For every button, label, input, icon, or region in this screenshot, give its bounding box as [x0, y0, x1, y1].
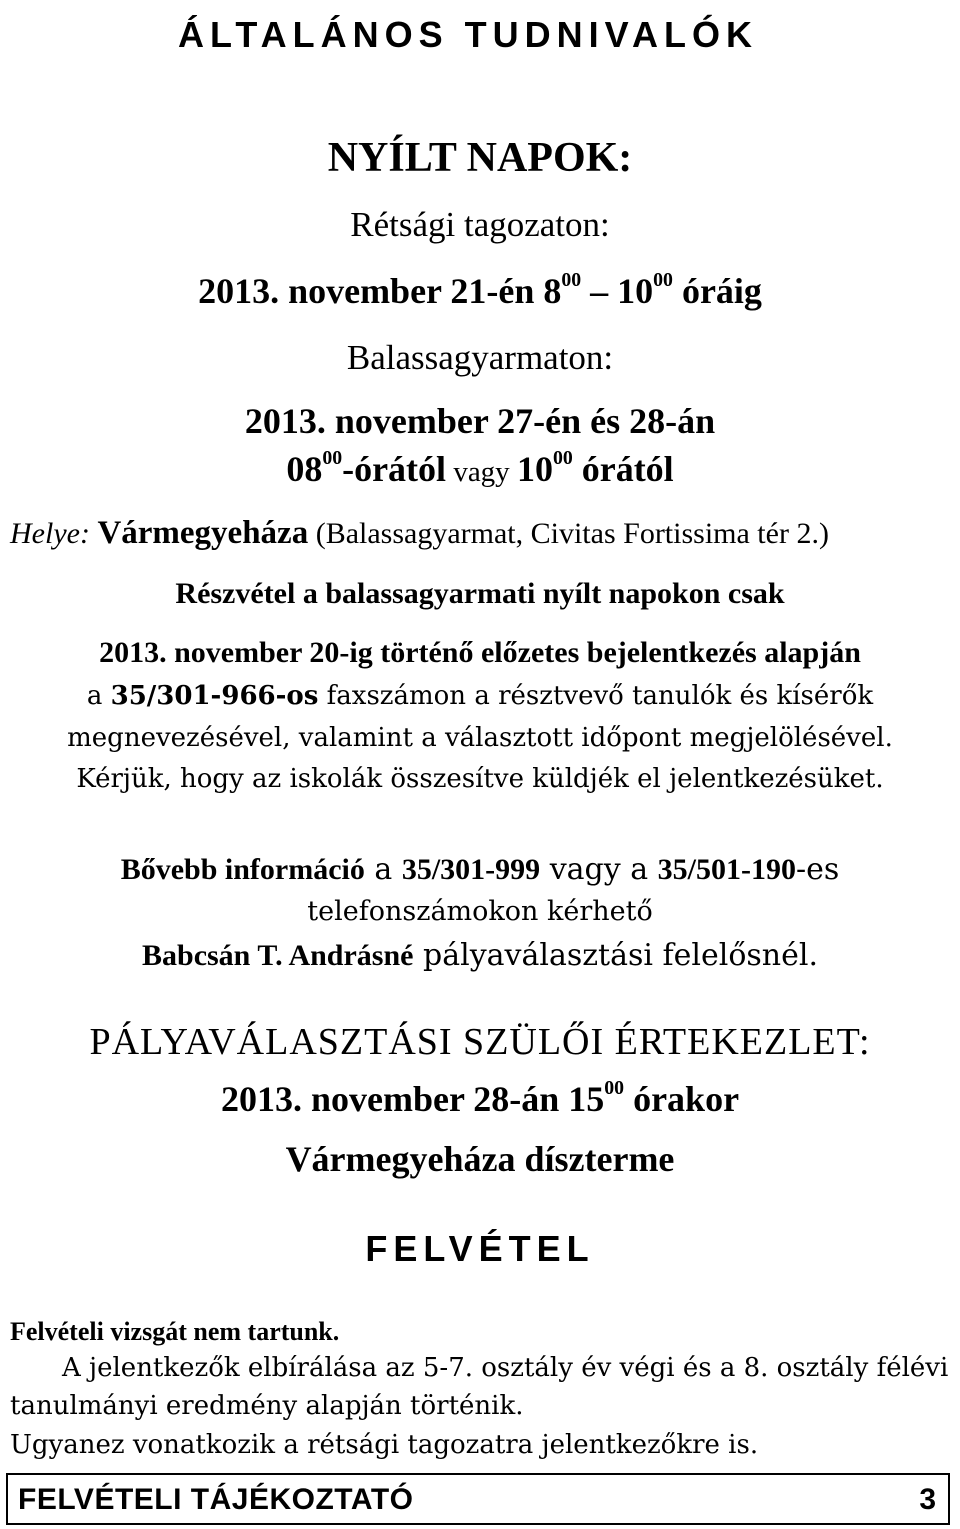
open-days-title: NYÍLT NAPOK:	[327, 135, 633, 181]
info-phone-note: telefonszámokon kérhető	[307, 896, 653, 927]
venue-label: Helye:	[10, 517, 90, 550]
retsag-start-minutes: 00	[561, 269, 582, 292]
info-text-3: -es	[795, 852, 840, 887]
time2: 10	[516, 449, 553, 489]
contact-role: pályaválasztási felelősnél.	[413, 938, 818, 973]
retsag-suffix: óráig	[672, 271, 762, 311]
info-label: Bővebb információ	[120, 853, 365, 886]
admission-title: FELVÉTEL	[365, 1228, 595, 1269]
no-exam-note: Felvételi vizsgát nem tartunk.	[10, 1317, 340, 1346]
section-heading: ÁLTALÁNOS TUDNIVALÓK	[178, 14, 758, 55]
retsag-date	[0, 270, 960, 312]
parents-meeting-title: PÁLYAVÁLASZTÁSI SZÜLŐI ÉRTEKEZLET:	[89, 1021, 871, 1063]
participation-note: Részvétel a balassagyarmati nyílt napokon csak	[175, 577, 785, 610]
info-text-2: vagy a	[540, 852, 658, 887]
info-text-1: a	[364, 852, 402, 887]
phone-2: 35/501-190	[657, 853, 796, 886]
fax-number: 35/301-966-os	[110, 681, 319, 711]
balassagyarmat-label: Balassagyarmaton:	[346, 338, 614, 377]
retsag-dash: – 10	[581, 271, 654, 311]
footer-bar	[6, 1473, 950, 1525]
parents-meeting-date	[0, 1078, 960, 1120]
venue-address: (Balassagyarmat, Civitas Fortissima tér 2.)	[315, 517, 829, 550]
fax-line	[0, 681, 960, 711]
evaluation-line-2: tanulmányi eredmény alapján történik.	[10, 1391, 524, 1421]
time-or: vagy	[446, 456, 517, 488]
parents-time-minutes: 00	[604, 1077, 625, 1100]
contact-name: Babcsán T. Andrásné	[142, 939, 414, 972]
balassagyarmat-date: 2013. november 27-én és 28-án	[244, 401, 716, 441]
retsag-end-minutes: 00	[653, 269, 673, 292]
same-applies-note: Ugyanez vonatkozik a rétsági tagozatra jelentkezőkre is.	[10, 1430, 759, 1460]
time1-suffix: -órától	[342, 449, 447, 489]
time2-suffix: órától	[572, 449, 674, 489]
info-line	[0, 852, 960, 887]
evaluation-line-1: A jelentkezők elbírálása az 5-7. osztály év végi és a 8. osztály félévi	[62, 1353, 949, 1383]
page-number: 3	[919, 1483, 936, 1516]
venue-line	[10, 515, 829, 552]
time1: 08	[286, 449, 323, 489]
parents-meeting-venue: Vármegyeháza díszterme	[285, 1139, 675, 1179]
balassagyarmat-times	[0, 448, 960, 490]
registration-deadline: 2013. november 20-ig történő előzetes bejelentkezés alapján	[99, 636, 861, 669]
phone-1: 35/301-999	[401, 853, 541, 886]
footer-title: FELVÉTELI TÁJÉKOZTATÓ	[18, 1483, 414, 1516]
retsag-date-text: 2013. november 21-én 8	[198, 271, 562, 311]
request-line: Kérjük, hogy az iskolák összesítve küldjék el jelentkezésüket.	[76, 764, 884, 794]
naming-line: megnevezésével, valamint a választott időpont megjelölésével.	[67, 723, 893, 753]
fax-prefix: a	[86, 681, 111, 711]
retsag-label: Rétsági tagozaton:	[350, 205, 610, 244]
time1-minutes: 00	[322, 447, 343, 470]
contact-line	[0, 938, 960, 973]
time2-minutes: 00	[552, 447, 573, 470]
parents-date-suffix: órakor	[624, 1079, 740, 1119]
parents-date-text: 2013. november 28-án 15	[220, 1079, 605, 1119]
fax-suffix: faxszámon a résztvevő tanulók és kísérők	[318, 681, 874, 711]
venue-name: Vármegyeháza	[97, 515, 309, 551]
